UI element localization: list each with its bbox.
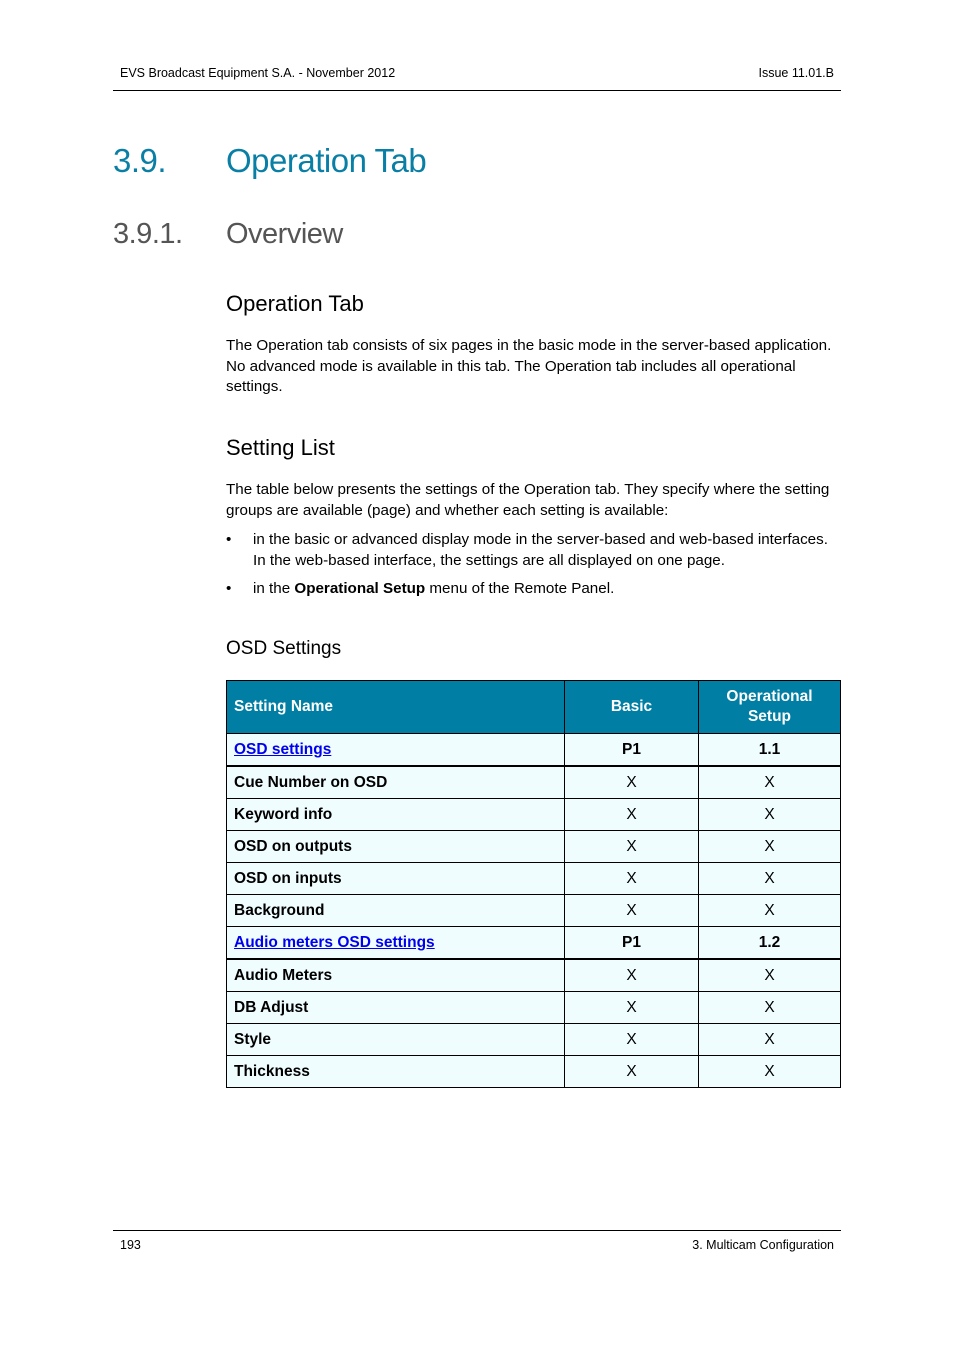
basic-cell: X bbox=[565, 831, 699, 863]
column-header-operational-setup bbox=[699, 681, 841, 734]
operational-setup-cell: X bbox=[699, 766, 841, 799]
table-header-row bbox=[227, 681, 841, 734]
operational-setup-term: Operational Setup bbox=[294, 580, 426, 597]
basic-cell: P1 bbox=[565, 927, 699, 960]
setting-list-intro bbox=[226, 480, 846, 521]
setting-name-cell: DB Adjust bbox=[227, 992, 565, 1024]
setting-name-cell: Background bbox=[227, 895, 565, 927]
operational-setup-cell: X bbox=[699, 1024, 841, 1056]
column-header-line: Setup bbox=[747, 708, 792, 725]
section-title: Operation Tab bbox=[226, 142, 427, 179]
operational-setup-cell: X bbox=[699, 959, 841, 992]
audio-meters-osd-settings-link[interactable]: Audio meters OSD settings bbox=[234, 933, 435, 951]
table-row bbox=[227, 831, 841, 863]
section-number: 3.9. bbox=[113, 142, 167, 179]
paragraph-line: The Operation tab consists of six pages in the basic mode in the server-based application. bbox=[226, 337, 832, 354]
setting-name-cell: OSD on outputs bbox=[227, 831, 565, 863]
bullet-text bbox=[253, 579, 845, 600]
basic-cell: X bbox=[565, 895, 699, 927]
bullet-mark: • bbox=[226, 580, 232, 597]
setting-name-cell: Thickness bbox=[227, 1056, 565, 1088]
setting-name-cell: Keyword info bbox=[227, 799, 565, 831]
table-row bbox=[227, 766, 841, 799]
basic-cell: X bbox=[565, 992, 699, 1024]
osd-settings-heading: OSD Settings bbox=[226, 638, 342, 659]
basic-cell: X bbox=[565, 863, 699, 895]
bullet-line: In the web-based interface, the settings are all displayed on one page. bbox=[253, 551, 725, 569]
column-header-setting-name: Setting Name bbox=[227, 681, 565, 734]
setting-name-cell: OSD on inputs bbox=[227, 863, 565, 895]
table-row bbox=[227, 992, 841, 1024]
table-row bbox=[227, 1056, 841, 1088]
bullet-line: in the basic or advanced display mode in the server-based and web-based interfaces. bbox=[253, 531, 828, 548]
operational-setup-cell: 1.1 bbox=[699, 734, 841, 767]
setting-name-cell[interactable] bbox=[227, 927, 565, 960]
chapter-name: 3. Multicam Configuration bbox=[692, 1238, 834, 1252]
operational-setup-cell: X bbox=[699, 1056, 841, 1088]
paragraph-line: settings. bbox=[226, 378, 283, 395]
page-header-right: Issue 11.01.B bbox=[758, 66, 834, 80]
subsection-number: 3.9.1. bbox=[113, 218, 183, 250]
setting-name-cell[interactable] bbox=[227, 734, 565, 767]
basic-cell: X bbox=[565, 959, 699, 992]
operational-setup-cell: X bbox=[699, 799, 841, 831]
subsection-title: Overview bbox=[226, 218, 343, 250]
page-number: 193 bbox=[120, 1238, 141, 1252]
paragraph-line: groups are available (page) and whether each setting is available: bbox=[226, 501, 669, 519]
osd-settings-link[interactable]: OSD settings bbox=[234, 740, 332, 758]
operational-setup-cell: 1.2 bbox=[699, 927, 841, 960]
table-row bbox=[227, 734, 841, 767]
basic-cell: P1 bbox=[565, 734, 699, 767]
operational-setup-cell: X bbox=[699, 895, 841, 927]
table-row bbox=[227, 895, 841, 927]
table-row bbox=[227, 799, 841, 831]
operational-setup-cell: X bbox=[699, 863, 841, 895]
bullet-text bbox=[253, 530, 845, 571]
paragraph-line: No advanced mode is available in this tab. The Operation tab includes all operational bbox=[226, 357, 796, 375]
table-row bbox=[227, 1024, 841, 1056]
bullet-prefix: in the bbox=[253, 580, 295, 597]
basic-cell: X bbox=[565, 1024, 699, 1056]
operational-setup-cell: X bbox=[699, 992, 841, 1024]
footer-divider bbox=[113, 1230, 841, 1231]
operation-tab-paragraph bbox=[226, 336, 846, 398]
basic-cell: X bbox=[565, 1056, 699, 1088]
bullet-suffix: menu of the Remote Panel. bbox=[425, 580, 615, 597]
table-row bbox=[227, 959, 841, 992]
table-row bbox=[227, 927, 841, 960]
header-divider bbox=[113, 90, 841, 91]
column-header-basic: Basic bbox=[565, 681, 699, 734]
setting-name-cell: Audio Meters bbox=[227, 959, 565, 992]
bullet-mark: • bbox=[226, 531, 232, 548]
table-row bbox=[227, 863, 841, 895]
basic-cell: X bbox=[565, 799, 699, 831]
operation-tab-heading: Operation Tab bbox=[226, 291, 364, 316]
basic-cell: X bbox=[565, 766, 699, 799]
column-header-line: Operational bbox=[726, 688, 813, 705]
setting-list-heading: Setting List bbox=[226, 435, 335, 460]
osd-settings-table bbox=[226, 680, 841, 1088]
page-header-left: EVS Broadcast Equipment S.A. - November 2012 bbox=[120, 66, 396, 80]
setting-name-cell: Style bbox=[227, 1024, 565, 1056]
operational-setup-cell: X bbox=[699, 831, 841, 863]
setting-name-cell: Cue Number on OSD bbox=[227, 766, 565, 799]
paragraph-line: The table below presents the settings of the Operation tab. They specify where the setting bbox=[226, 481, 830, 498]
